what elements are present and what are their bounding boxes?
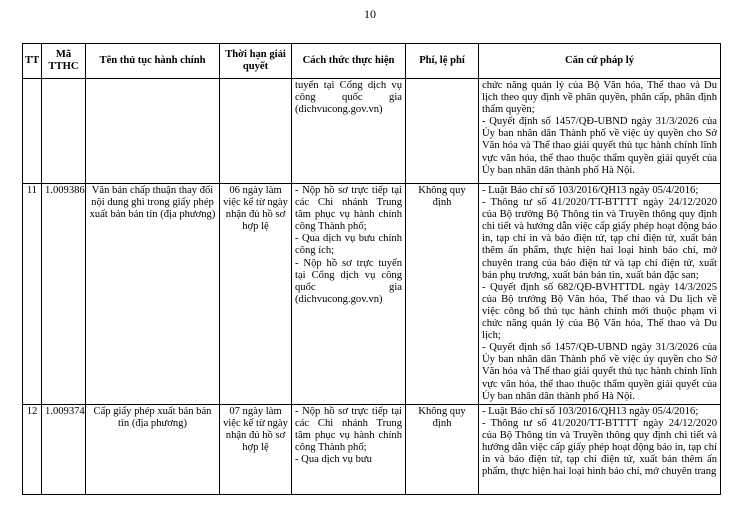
method-line: - Qua dịch vụ bưu chính công ích; (295, 233, 402, 257)
legal-cell (479, 79, 721, 184)
method-line: - Qua dịch vụ bưu (295, 454, 372, 466)
legal-line: - Quyết định số 682/QĐ-BVHTTDL ngày 14/3/2025 của Bộ trưởng Bộ Văn hóa, Thể thao và Du lịch về việc công bố thủ tục hành chính mới thuộc phạm vi chức năng quản lý của Bộ Văn hóa, Thể thao và Du lịch; (482, 281, 717, 342)
method-line: - Nộp hồ sơ trực tiếp tại các Chi nhánh Trung tâm phục vụ hành chính công Thành phố; (295, 406, 402, 454)
method-line: tuyến tại Cổng dịch vụ công quốc gia (dichvucong.gov.vn) (295, 80, 402, 116)
header-tt: TT (23, 44, 42, 79)
row-number: 12 (23, 405, 42, 495)
legal-line: - Quyết định số 1457/QĐ-UBND ngày 31/3/2026 của Ủy ban nhân dân Thành phố về việc ủy quyền cho Sở Văn hóa và Thể thao giải quyết thủ tục hành chính lĩnh vực văn hóa, thể thao thuộc thẩm quyền giải quyết của Ủy ban nhân dân thành phố Hà Nội. (482, 342, 717, 402)
method-line: - Nộp hồ sơ trực tiếp tại các Chi nhánh Trung tâm phục vụ hành chính công Thành phố; (295, 185, 402, 233)
legal-line: - Quyết định số 1457/QĐ-UBND ngày 31/3/2026 của Ủy ban nhân dân Thành phố về việc ủy quyền cho Sở Văn hóa và Thể thao giải quyết thủ tục hành chính lĩnh vực văn hóa, thể thao thuộc thẩm quyền giải quyết của Ủy ban nhân dân thành phố Hà Nội. (482, 116, 717, 176)
procedure-table (22, 43, 721, 495)
method-cell (292, 184, 406, 405)
legal-line: - Thông tư số 41/2020/TT-BTTTT ngày 24/12/2020 của Bộ Thông tin và Truyền thông quy định chi tiết và hướng dẫn việc cấp giấy phép hoạt động báo in, tạp chí in và báo điện tử, tạp chí điện tử, xuất bản thêm ấn phẩm, thực hiện hai loại hình báo chí, mở chuyên trang (482, 418, 717, 478)
header-legal: Căn cứ pháp lý (479, 44, 721, 79)
row-number: 11 (23, 184, 42, 405)
procedure-name: Văn bản chấp thuận thay đổi nội dung ghi trong giấy phép xuất bản bản tin (địa phương) (86, 184, 220, 405)
legal-line: - Thông tư số 41/2020/TT-BTTTT ngày 24/12/2020 của Bộ trưởng Bộ Thông tin và Truyền thông quy định chi tiết và hướng dẫn việc cấp giấy phép hoạt động báo in, tạp chí in và báo điện tử, tạp chí điện tử, xuất bản thêm ấn phẩm, thực hiện hai loại hình báo chí, mở chuyên trang của báo điện tử và tạp chí điện tử, xuất bản phụ trương, xuất bản bản tin, xuất bản đặc san; (482, 197, 717, 281)
method-cell (292, 79, 406, 184)
header-name: Tên thủ tục hành chính (86, 44, 220, 79)
table-row-continuation (23, 79, 721, 184)
procedure-code: 1.009386 (42, 184, 86, 405)
procedure-code: 1.009374 (42, 405, 86, 495)
deadline: 06 ngày làm việc kể từ ngày nhận đủ hồ sơ hợp lệ (220, 184, 292, 405)
legal-cell (479, 184, 721, 405)
header-deadline: Thời hạn giải quyết (220, 44, 292, 79)
page-number: 10 (364, 7, 376, 21)
fee: Không quy định (406, 405, 479, 495)
legal-line: chức năng quản lý của Bộ Văn hóa, Thể thao và Du lịch theo quy định về phân quyền, phân cấp, phân định thẩm quyền; (482, 80, 717, 116)
fee: Không quy định (406, 184, 479, 405)
header-code: Mã TTHC (42, 44, 86, 79)
legal-line: - Luật Báo chí số 103/2016/QH13 ngày 05/4/2016; (482, 406, 699, 417)
legal-line: - Luật Báo chí số 103/2016/QH13 ngày 05/4/2016; (482, 185, 699, 196)
method-line: - Nộp hồ sơ trực tuyến tại Cổng dịch vụ công quốc gia (dichvucong.gov.vn) (295, 257, 402, 305)
deadline: 07 ngày làm việc kể từ ngày nhận đủ hồ sơ hợp lệ (220, 405, 292, 495)
table-header-row (23, 44, 721, 79)
header-method: Cách thức thực hiện (292, 44, 406, 79)
header-fee: Phí, lệ phí (406, 44, 479, 79)
method-cell (292, 405, 406, 495)
legal-cell (479, 405, 721, 495)
table-row (23, 184, 721, 405)
procedure-name: Cấp giấy phép xuất bản bản tin (địa phương) (86, 405, 220, 495)
table-row (23, 405, 721, 495)
